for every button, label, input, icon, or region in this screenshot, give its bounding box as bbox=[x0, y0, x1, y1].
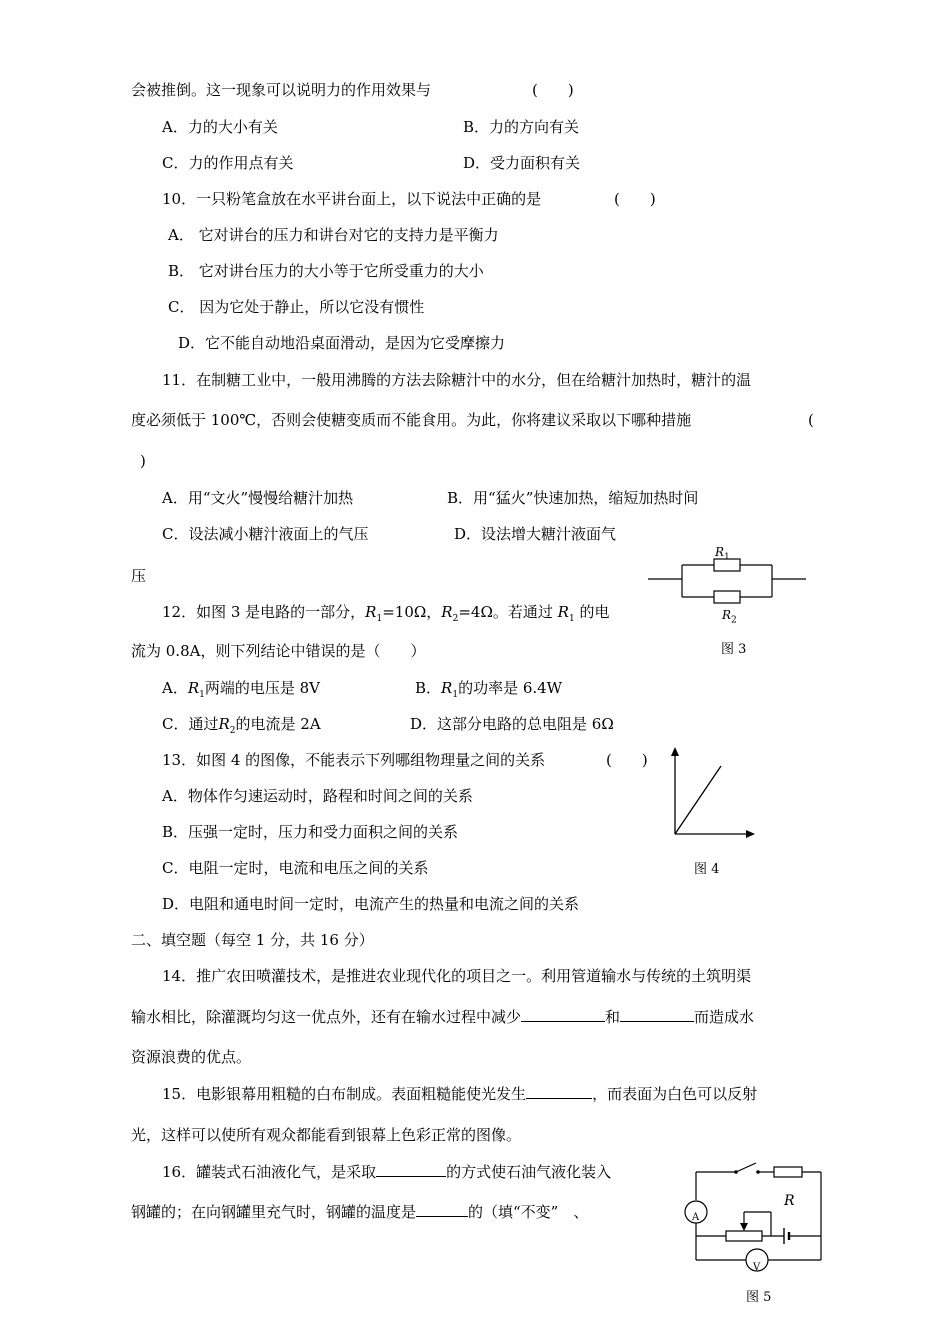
q12-option-a-label: A． bbox=[162, 679, 188, 697]
rheostat-slider-arrow bbox=[740, 1223, 748, 1231]
q9-option-b: B．力的方向有关 bbox=[463, 118, 580, 136]
q12-option-a bbox=[162, 678, 320, 705]
q14-line-3: 资源浪费的优点。 bbox=[131, 1048, 252, 1066]
q15-line-1-end: ，而表面为白色可以反射 bbox=[592, 1085, 758, 1103]
q12-option-b-r: R bbox=[441, 679, 453, 697]
r1-subscript-b: 1 bbox=[568, 614, 575, 624]
q13-answer-paren: ( ) bbox=[606, 751, 648, 769]
fig4-caption: 图 4 bbox=[694, 862, 720, 877]
q11-option-b: B．用“猛火”快速加热，缩短加热时间 bbox=[447, 489, 699, 507]
r2-subscript: 2 bbox=[452, 614, 459, 624]
q14-line-2 bbox=[131, 1007, 754, 1027]
q16-blank-1[interactable] bbox=[376, 1162, 446, 1177]
q12-option-c bbox=[162, 714, 321, 741]
switch-icon bbox=[736, 1163, 756, 1172]
fig3-r1-symbol: R bbox=[715, 545, 725, 559]
q12-line-1-end: 的电 bbox=[579, 603, 610, 621]
r1-symbol-b: R bbox=[557, 603, 569, 621]
fig4-y-arrow bbox=[671, 747, 679, 756]
q16-blank-2[interactable] bbox=[416, 1202, 468, 1217]
q9-stem: 会被推倒。这一现象可以说明力的作用效果与 bbox=[131, 81, 432, 99]
section-2-heading: 二、填空题（每空 1 分，共 16 分） bbox=[131, 931, 374, 949]
q12-line-1-start: 12．如图 3 是电路的一部分， bbox=[162, 603, 366, 621]
q14-line-2-mid: 和 bbox=[605, 1008, 621, 1026]
r1-subscript: 1 bbox=[376, 614, 383, 624]
q11-paren-open: ( bbox=[808, 411, 814, 429]
q12-option-d: D．这部分电路的总电阻是 6Ω bbox=[410, 715, 614, 733]
q16-line-2-end: 的（填“不变” 、 bbox=[468, 1203, 589, 1221]
q14-line-2-end: 而造成水 bbox=[694, 1008, 755, 1026]
q12-option-b bbox=[415, 678, 562, 705]
fig3-label-r2 bbox=[722, 608, 737, 625]
q13-option-d: D．电阻和通电时间一定时，电流产生的热量和电流之间的关系 bbox=[162, 895, 580, 913]
q12-option-b-sub: 1 bbox=[452, 690, 459, 700]
fig5-caption: 图 5 bbox=[746, 1290, 772, 1305]
figure-4-graph bbox=[664, 744, 764, 844]
q13-stem: 13．如图 4 的图像，不能表示下列哪组物理量之间的关系 bbox=[162, 751, 546, 769]
resistor-r2 bbox=[714, 591, 740, 603]
q12-option-a-sub: 1 bbox=[199, 690, 205, 700]
fig5-label-v: V bbox=[753, 1262, 761, 1273]
q10-option-d: D．它不能自动地沿桌面滑动，是因为它受摩擦力 bbox=[178, 334, 506, 352]
q12-line-1 bbox=[162, 602, 610, 629]
q10-stem: 10．一只粉笔盒放在水平讲台面上，以下说法中正确的是 bbox=[162, 190, 542, 208]
fig3-r2-symbol: R bbox=[722, 608, 732, 622]
q12-option-b-text: 的功率是 6.4W bbox=[458, 679, 563, 697]
q10-option-a: A． 它对讲台的压力和讲台对它的支持力是平衡力 bbox=[168, 226, 499, 244]
q15-blank-1[interactable] bbox=[526, 1084, 592, 1099]
q11-option-c: C．设法减小糖汁液面上的气压 bbox=[162, 525, 369, 543]
q9-answer-paren: ( ) bbox=[532, 81, 574, 99]
fig3-label-r1 bbox=[715, 545, 730, 562]
q11-option-a: A．用“文火”慢慢给糖汁加热 bbox=[162, 489, 354, 507]
q12-option-a-r: R bbox=[187, 679, 200, 697]
q14-blank-2[interactable] bbox=[620, 1007, 694, 1022]
q14-blank-1[interactable] bbox=[521, 1007, 605, 1022]
r2-value: =4Ω。若通过 bbox=[458, 603, 553, 621]
fig3-caption: 图 3 bbox=[721, 642, 747, 657]
q12-option-b-label: B． bbox=[415, 679, 442, 697]
q10-option-b: B． 它对讲台压力的大小等于它所受重力的大小 bbox=[168, 262, 484, 280]
rheostat-icon bbox=[726, 1231, 762, 1241]
q14-line-1: 14．推广农田喷灌技术，是推进农业现代化的项目之一。利用管道输水与传统的土筑明渠 bbox=[162, 967, 752, 985]
fig5-r-symbol: R bbox=[784, 1193, 795, 1209]
r1-value: =10Ω， bbox=[382, 603, 442, 621]
fig3-r2-sub: 2 bbox=[731, 615, 737, 626]
q11-paren-close: ) bbox=[140, 452, 146, 470]
q12-line-2: 流为 0.8A，则下列结论中错误的是（ ） bbox=[131, 642, 426, 660]
q11-line-2: 度必须低于 100℃，否则会使糖变质而不能食用。为此，你将建议采取以下哪种措施 bbox=[131, 411, 692, 429]
r1-symbol: R bbox=[365, 603, 377, 621]
q15-line-2: 光，这样可以使所有观众都能看到银幕上色彩正常的图像。 bbox=[131, 1126, 522, 1144]
q15-line-1-start: 15．电影银幕用粗糙的白布制成。表面粗糙能使光发生 bbox=[162, 1085, 527, 1103]
q9-option-a: A．力的大小有关 bbox=[162, 118, 278, 136]
r2-symbol: R bbox=[441, 603, 453, 621]
q12-option-c-sub: 2 bbox=[229, 726, 236, 736]
q16-line-2 bbox=[131, 1202, 588, 1222]
q12-option-a-text: 两端的电压是 8V bbox=[204, 679, 321, 697]
q16-line-2-start: 钢罐的；在向钢罐里充气时，钢罐的温度是 bbox=[131, 1203, 417, 1221]
q16-line-1-end: 的方式使石油气液化装入 bbox=[446, 1163, 612, 1181]
q16-line-1-start: 16．罐装式石油液化气，是采取 bbox=[162, 1163, 377, 1181]
fig5-label-a: A bbox=[692, 1212, 700, 1223]
q13-option-b: B．压强一定时，压力和受力面积之间的关系 bbox=[162, 823, 459, 841]
q11-option-d-cont: 压 bbox=[131, 567, 147, 585]
resistor-r bbox=[774, 1167, 802, 1177]
q14-line-2-start: 输水相比，除灌溉均匀这一优点外，还有在输水过程中减少 bbox=[131, 1008, 522, 1026]
fig5-label-r bbox=[784, 1193, 795, 1209]
q11-option-d: D．设法增大糖汁液面气 bbox=[454, 525, 617, 543]
q15-line-1 bbox=[162, 1084, 757, 1104]
q12-option-c-label: C．通过 bbox=[162, 715, 219, 733]
q16-line-1 bbox=[162, 1162, 611, 1182]
q11-line-1: 11．在制糖工业中，一般用沸腾的方法去除糖汁中的水分，但在给糖汁加热时，糖汁的温 bbox=[162, 371, 752, 389]
fig3-r1-sub: 1 bbox=[724, 552, 730, 563]
q9-option-d: D．受力面积有关 bbox=[463, 154, 581, 172]
q13-option-c: C．电阻一定时，电流和电压之间的关系 bbox=[162, 859, 429, 877]
q12-option-c-text: 的电流是 2A bbox=[235, 715, 321, 733]
q10-option-c: C． 因为它处于静止，所以它没有惯性 bbox=[168, 298, 425, 316]
q12-option-c-r: R bbox=[218, 715, 230, 733]
q10-answer-paren: ( ) bbox=[614, 190, 656, 208]
q9-option-c: C．力的作用点有关 bbox=[162, 154, 294, 172]
fig4-line bbox=[675, 766, 721, 834]
q13-option-a: A．物体作匀速运动时，路程和时间之间的关系 bbox=[162, 787, 473, 805]
fig4-x-arrow bbox=[746, 830, 755, 838]
